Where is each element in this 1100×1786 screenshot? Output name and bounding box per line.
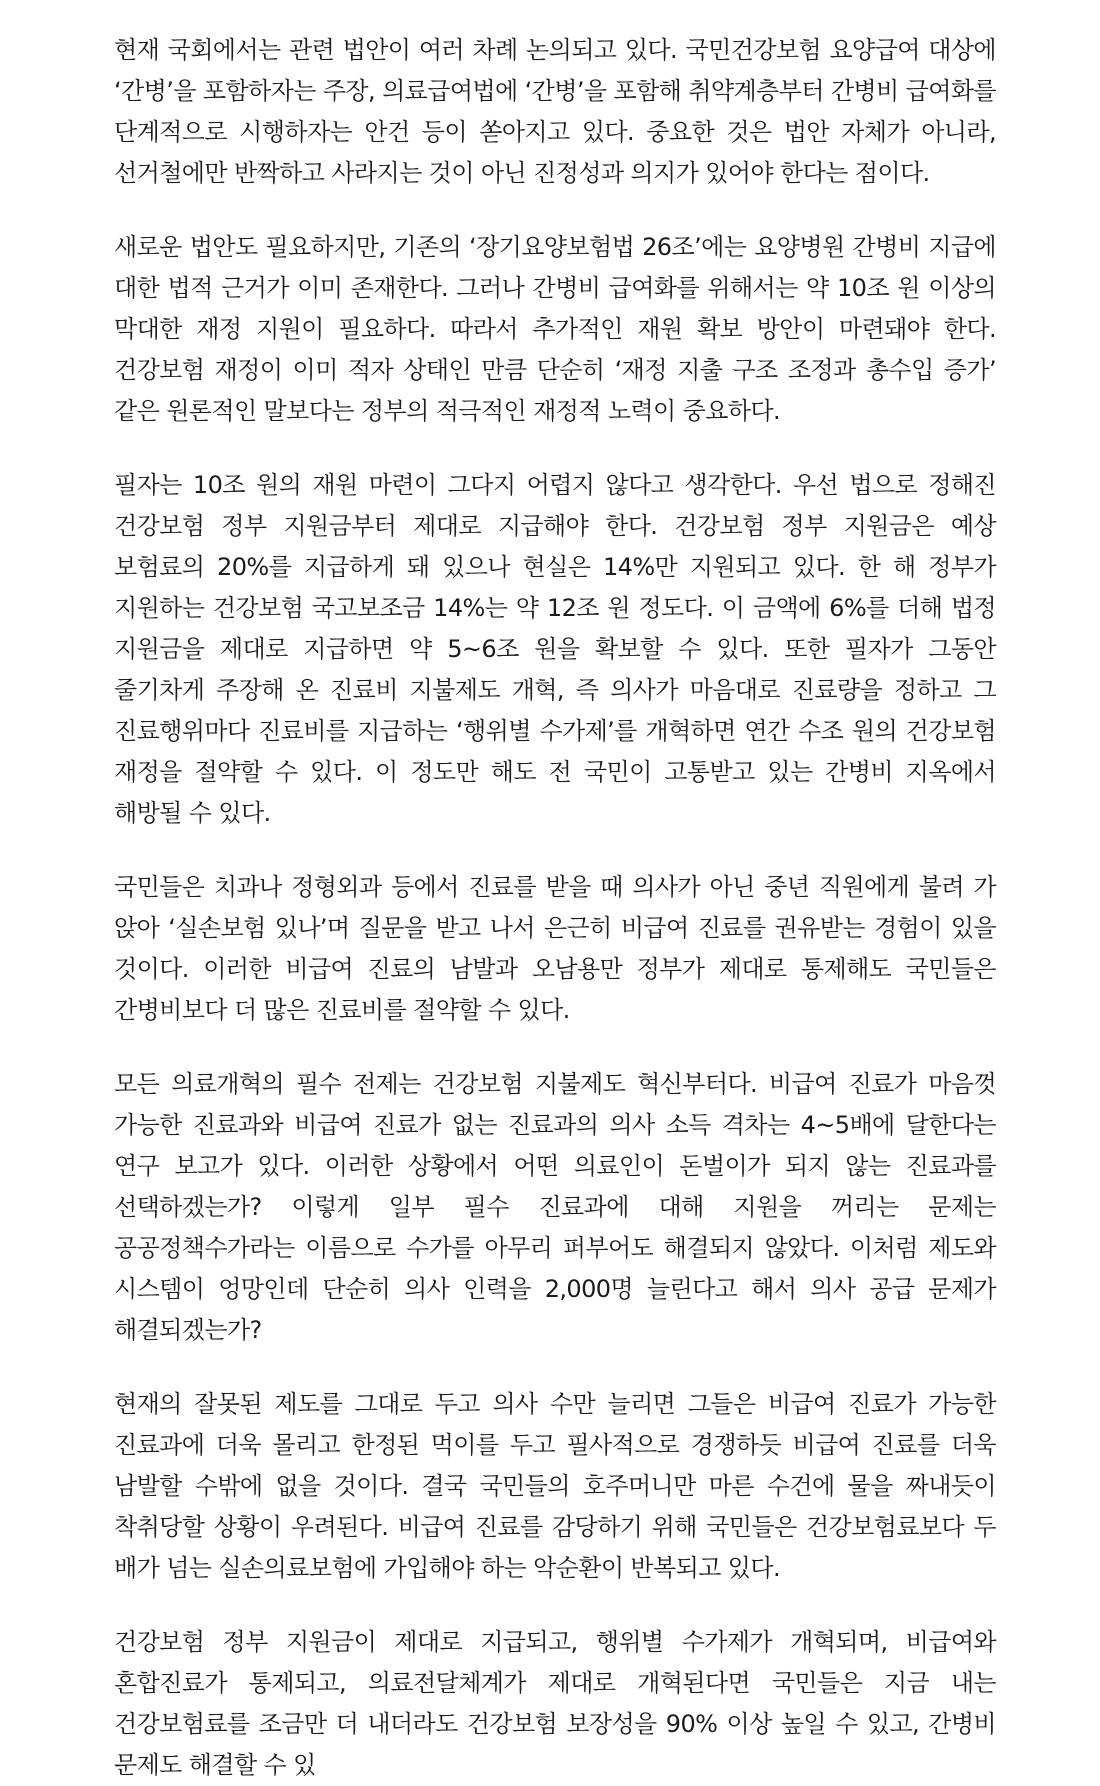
paragraph-6: 현재의 잘못된 제도를 그대로 두고 의사 수만 늘리면 그들은 비급여 진료가 가능한 진료과에 더욱 몰리고 한정된 먹이를 두고 필사적으로 경쟁하듯 비급여 진료를 더욱 남발할 수밖에 없을 것이다. 결국 국민들의 호주머니만 마른 수건에 물을 짜내듯이 착취당할 상황이 우려된다. 비급여 진료를 감당하기 위해 국민들은 건강보험료보다 두 배가 넘는 실손의료보험에 가입해야 하는 악순환이 반복되고 있다. [114, 1390, 996, 1582]
paragraph-1: 현재 국회에서는 관련 법안이 여러 차례 논의되고 있다. 국민건강보험 요양급여 대상에 ‘간병’을 포함하자는 주장, 의료급여법에 ‘간병’을 포함해 취약계층부터 간병비 급여화를 단계적으로 시행하자는 안건 등이 쏟아지고 있다. 중요한 것은 법안 자체가 아니라, 선거철에만 반짝하고 사라지는 것이 아닌 진정성과 의지가 있어야 한다는 점이다. [114, 36, 996, 187]
paragraph-3: 필자는 10조 원의 재원 마련이 그다지 어렵지 않다고 생각한다. 우선 법으로 정해진 건강보험 정부 지원금부터 제대로 지급해야 한다. 건강보험 정부 지원금은 예상 보험료의 20%를 지급하게 돼 있으나 현실은 14%만 지원되고 있다. 한 해 정부가 지원하는 건강보험 국고보조금 14%는 약 12조 원 정도다. 이 금액에 6%를 더해 법정 지원금을 제대로 지급하면 약 5~6조 원을 확보할 수 있다. 또한 필자가 그동안 줄기차게 주장해 온 진료비 지불제도 개혁, 즉 의사가 마음대로 진료량을 정하고 그 진료행위마다 진료비를 지급하는 ‘행위별 수가제’를 개혁하면 연간 수조 원의 건강보험 재정을 절약할 수 있다. 이 정도만 해도 전 국민이 고통받고 있는 간병비 지옥에서 해방될 수 있다. [114, 471, 996, 827]
paragraph-4: 국민들은 치과나 정형외과 등에서 진료를 받을 때 의사가 아닌 중년 직원에게 불려 가 앉아 ‘실손보험 있나’며 질문을 받고 나서 은근히 비급여 진료를 권유받는 경험이 있을 것이다. 이러한 비급여 진료의 남발과 오남용만 정부가 제대로 통제해도 국민들은 간병비보다 더 많은 진료비를 절약할 수 있다. [114, 873, 996, 1024]
paragraph-7: 건강보험 정부 지원금이 제대로 지급되고, 행위별 수가제가 개혁되며, 비급여와 혼합진료가 통제되고, 의료전달체계가 제대로 개혁된다면 국민들은 지금 내는 건강보험료를 조금만 더 내더라도 건강보험 보장성을 90% 이상 높일 수 있고, 간병비 문제도 해결할 수 있 [114, 1628, 996, 1779]
paragraph-2: 새로운 법안도 필요하지만, 기존의 ‘장기요양보험법 26조’에는 요양병원 간병비 지급에 대한 법적 근거가 이미 존재한다. 그러나 간병비 급여화를 위해서는 약 10조 원 이상의 막대한 재정 지원이 필요하다. 따라서 추가적인 재원 확보 방안이 마련돼야 한다. 건강보험 재정이 이미 적자 상태인 만큼 단순히 ‘재정 지출 구조 조정과 총수입 증가’ 같은 원론적인 말보다는 정부의 적극적인 재정적 노력이 중요하다. [114, 233, 996, 425]
paragraph-5: 모든 의료개혁의 필수 전제는 건강보험 지불제도 혁신부터다. 비급여 진료가 마음껏 가능한 진료과와 비급여 진료가 없는 진료과의 의사 소득 격차는 4~5배에 달한다는 연구 보고가 있다. 이러한 상황에서 어떤 의료인이 돈벌이가 되지 않는 진료과를 선택하겠는가? 이렇게 일부 필수 진료과에 대해 지원을 꺼리는 문제는 공공정책수가라는 이름으로 수가를 아무리 퍼부어도 해결되지 않았다. 이처럼 제도와 시스템이 엉망인데 단순히 의사 인력을 2,000명 늘린다고 해서 의사 공급 문제가 해결되겠는가? [114, 1070, 996, 1344]
